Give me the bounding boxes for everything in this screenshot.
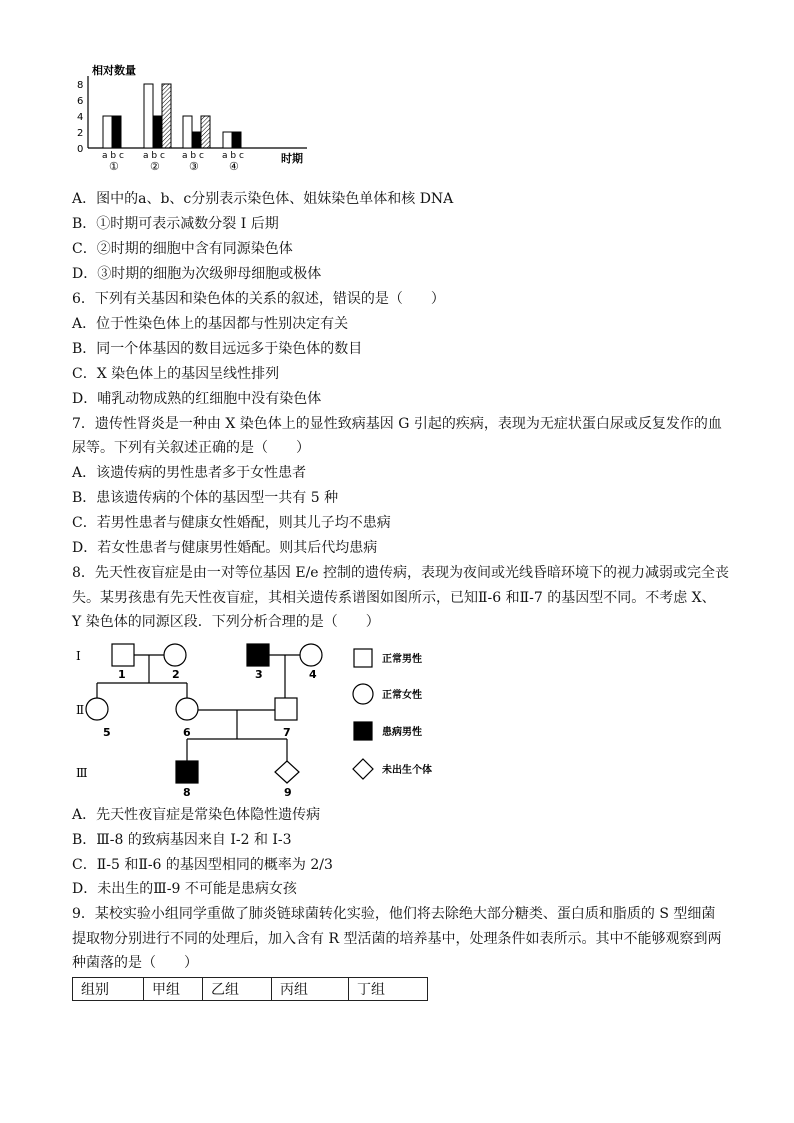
x-axis-labels (102, 151, 244, 172)
individual-6-normal-female (176, 698, 198, 720)
legend-unborn-label: 未出生个体 (382, 765, 432, 776)
q9-stem-line1: 9．某校实验小组同学重做了肺炎链球菌转化实验，他们将去除绝大部分糖类、蛋白质和脂质的 S 型细菌 (72, 906, 716, 922)
q6-option-c: C．X 染色体上的基因呈线性排列 (72, 366, 280, 382)
q6-option-a: A．位于性染色体上的基因都与性别决定有关 (72, 316, 349, 332)
chart-xlabel: 时期 (281, 152, 303, 165)
bar-a-3 (183, 116, 192, 148)
q8-stem-line1: 8．先天性夜盲症是由一对等位基因 E/e 控制的遗传病，表现为夜间或光线昏暗环境下的视力减弱或完全丧 (72, 565, 730, 581)
id-1: 1 (118, 668, 126, 681)
bar-a-4 (223, 132, 232, 148)
q5-option-b: B．①时期可表示减数分裂 I 后期 (72, 216, 279, 232)
y-tick-label: 6 (77, 96, 84, 107)
group-table (72, 977, 428, 1001)
q8-option-d: D．未出生的Ⅲ-9 不可能是患病女孩 (72, 881, 297, 897)
bar-b-3 (192, 132, 201, 148)
q7-stem-line2: 尿等。下列有关叙述正确的是（ ） (72, 440, 310, 456)
q8-stem-line2: 失。某男孩患有先天性夜盲症，其相关遗传系谱图如图所示，已知Ⅱ-6 和Ⅱ-7 的基因型不同。不考虑 X、 (72, 590, 716, 606)
individual-5-normal-female (86, 698, 108, 720)
period-label: ② (150, 160, 160, 172)
individual-7-normal-male (275, 698, 297, 720)
period-label: ③ (189, 160, 199, 172)
gen-label-I: Ⅰ (76, 649, 81, 663)
table-header-cell: 组别 (73, 978, 144, 1001)
q5-option-c: C．②时期的细胞中含有同源染色体 (72, 241, 293, 257)
table-header-cell: 甲组 (144, 978, 203, 1001)
q6-option-b: B．同一个体基因的数目远远多于染色体的数目 (72, 341, 363, 357)
bar-b-2 (153, 116, 162, 148)
q7-option-d: D．若女性患者与健康男性婚配。则其后代均患病 (72, 540, 378, 556)
legend-normal-male-icon (354, 649, 372, 667)
q8-option-b: B．Ⅲ-8 的致病基因来自 I-2 和 I-3 (72, 832, 292, 848)
group-letters: a b c (102, 151, 124, 161)
bar-b-4 (232, 132, 241, 148)
individual-8-affected-male (176, 761, 198, 783)
id-2: 2 (172, 668, 180, 681)
q5-option-d: D．③时期的细胞为次级卵母细胞或极体 (72, 266, 322, 282)
legend-affected-male-label: 患病男性 (382, 727, 422, 738)
group-letters: a b c (182, 151, 204, 161)
table-header-cell: 乙组 (203, 978, 272, 1001)
bar-c-3 (201, 116, 210, 148)
individual-2-normal-female (164, 644, 186, 666)
gen-label-II: Ⅱ (76, 703, 85, 717)
id-4: 4 (309, 668, 317, 681)
pedigree-diagram (72, 638, 472, 798)
table-header-cell: 丙组 (272, 978, 349, 1001)
q9-stem-line2: 提取物分别进行不同的处理后，加入含有 R 型活菌的培养基中，处理条件如表所示。其中不能够观察到两 (72, 931, 722, 947)
individual-9-unborn (275, 761, 299, 783)
id-7: 7 (283, 726, 291, 739)
bar-c-2 (162, 84, 171, 148)
individual-1-normal-male (112, 644, 134, 666)
id-9: 9 (284, 786, 292, 798)
id-3: 3 (255, 668, 263, 681)
q7-option-a: A．该遗传病的男性患者多于女性患者 (72, 465, 307, 481)
y-tick-label: 4 (77, 112, 84, 123)
q7-stem-line1: 7．遗传性肾炎是一种由 X 染色体上的显性致病基因 G 引起的疾病，表现为无症状蛋白尿或反复发作的血 (72, 416, 722, 432)
q8-option-a: A．先天性夜盲症是常染色体隐性遗传病 (72, 807, 321, 823)
q5-option-a: A．图中的a、b、c分别表示染色体、姐妹染色单体和核 DNA (72, 191, 454, 207)
chart-ylabel: 相对数量 (92, 64, 136, 77)
bar-a-2 (144, 84, 153, 148)
legend-affected-male-icon (354, 722, 372, 740)
table-row (73, 978, 428, 1001)
period-label: ① (109, 160, 119, 172)
individual-4-normal-female (300, 644, 322, 666)
y-axis-ticks (77, 80, 83, 155)
group-letters: a b c (222, 151, 244, 161)
q7-option-b: B．患该遗传病的个体的基因型一共有 5 种 (72, 490, 339, 506)
id-6: 6 (183, 726, 191, 739)
legend-normal-female-label: 正常女性 (382, 690, 422, 701)
bars (103, 84, 241, 148)
group-letters: a b c (143, 151, 165, 161)
table-header-cell: 丁组 (349, 978, 428, 1001)
individual-3-affected-male (247, 644, 269, 666)
id-5: 5 (103, 726, 111, 739)
q8-stem-line3: Y 染色体的同源区段．下列分析合理的是（ ） (72, 614, 380, 630)
id-8: 8 (183, 786, 191, 798)
q9-stem-line3: 种菌落的是（ ） (72, 955, 198, 971)
bar-b-1 (112, 116, 121, 148)
period-label: ④ (229, 160, 239, 172)
legend-normal-male-label: 正常男性 (382, 654, 422, 665)
q8-option-c: C．Ⅱ-5 和Ⅱ-6 的基因型相同的概率为 2/3 (72, 857, 333, 873)
gen-label-III: Ⅲ (76, 766, 88, 780)
legend-normal-female-icon (353, 684, 373, 704)
y-tick-label: 2 (77, 128, 84, 139)
q6-stem: 6．下列有关基因和染色体的关系的叙述，错误的是（ ） (72, 291, 445, 307)
legend-unborn-icon (353, 759, 373, 779)
y-tick-label: 0 (77, 144, 84, 155)
bar-chart (72, 62, 322, 172)
bar-a-1 (103, 116, 112, 148)
q6-option-d: D．哺乳动物成熟的红细胞中没有染色体 (72, 391, 322, 407)
y-tick-label: 8 (77, 80, 84, 91)
q7-option-c: C．若男性患者与健康女性婚配，则其儿子均不患病 (72, 515, 391, 531)
